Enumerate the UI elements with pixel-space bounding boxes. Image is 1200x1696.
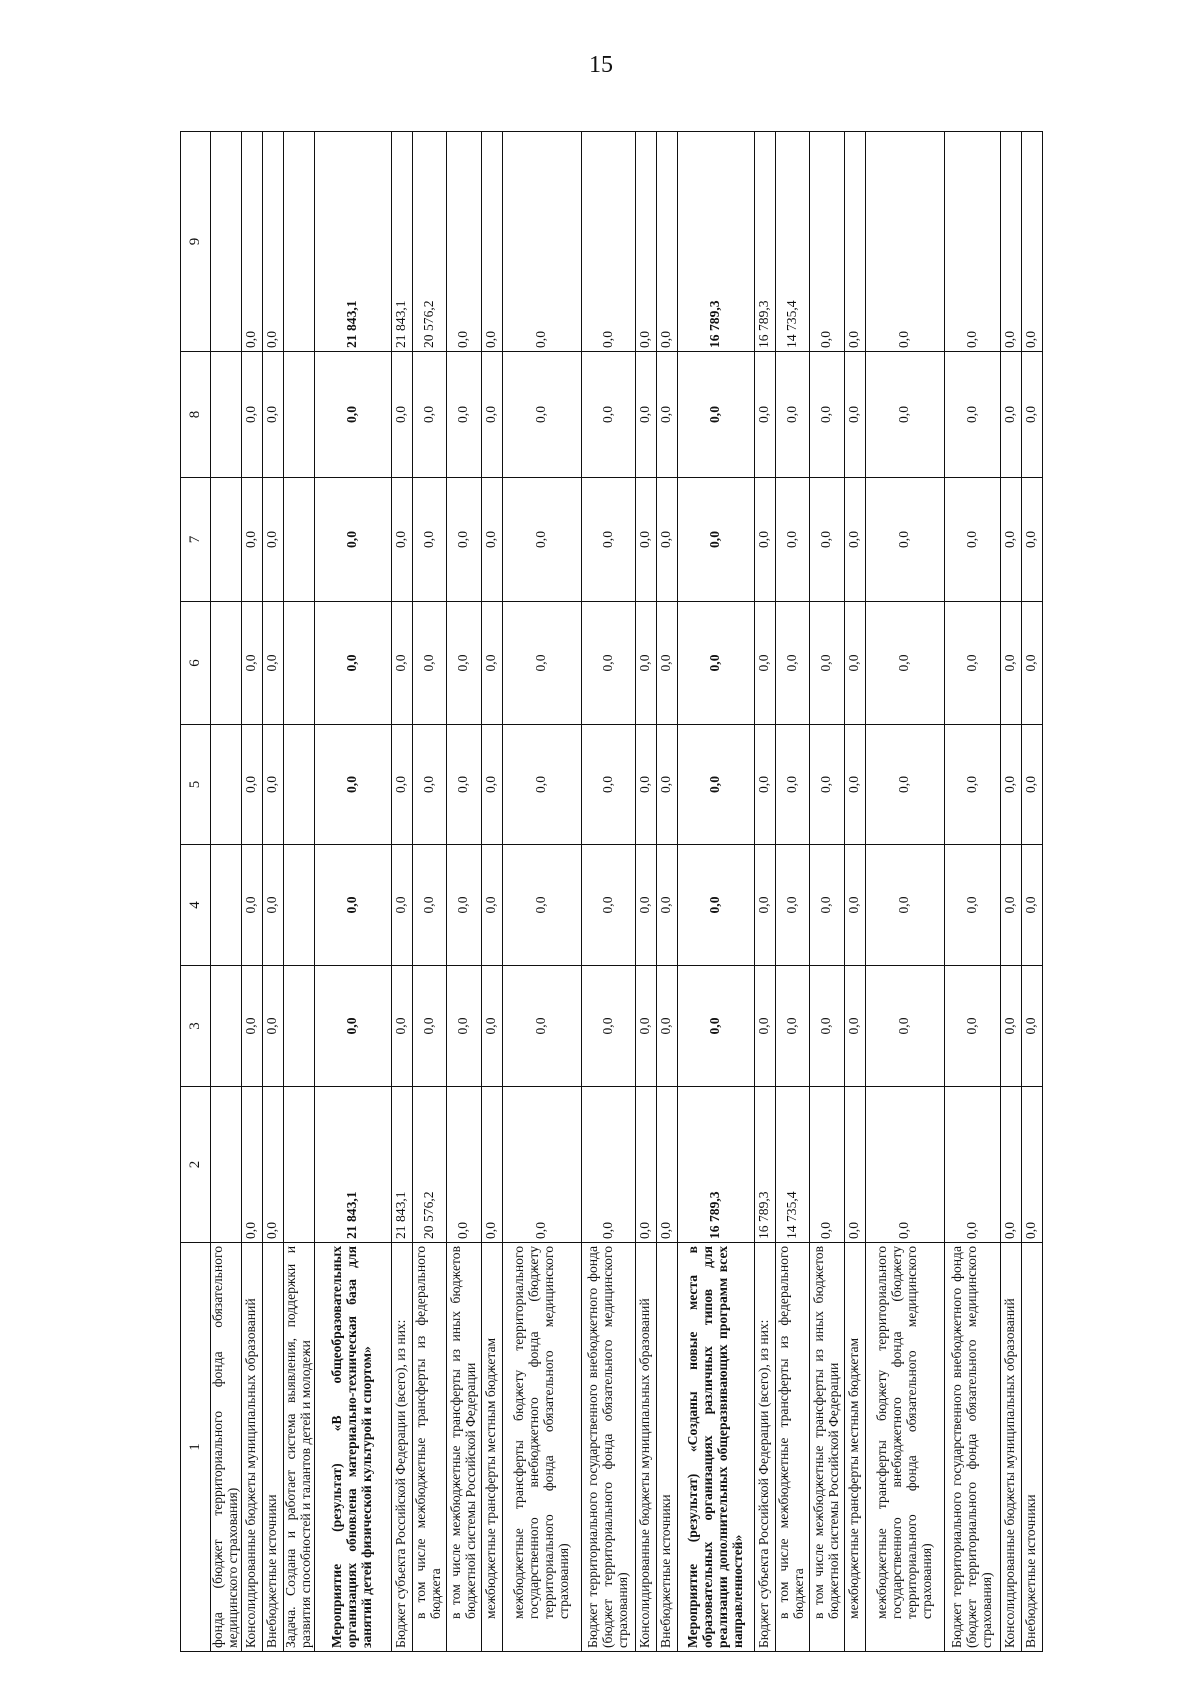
cell-col-8: 0,0 [481,352,502,478]
cell-col-5: 0,0 [1000,725,1021,845]
cell-col-5: 0,0 [656,725,677,845]
cell-col-5: 0,0 [262,725,283,845]
column-header: 1 [181,1243,211,1652]
row-label: Мероприятие (результат) «Созданы новые места в образовательных организациях различных типов для реализации дополнительных общеразвивающих программ всех направленностей» [677,1243,754,1652]
cell-col-6: 0,0 [502,602,581,725]
table-row [412,132,446,1652]
column-header: 5 [181,725,211,845]
cell-col-9: 0,0 [581,132,635,352]
cell-col-3: 0,0 [809,966,844,1087]
table-row [635,132,656,1652]
cell-col-5: 0,0 [809,725,844,845]
cell-col-7: 0,0 [844,478,865,602]
cell-col-9: 0,0 [241,132,262,352]
cell-col-4: 0,0 [944,845,1000,966]
cell-col-3: 0,0 [481,966,502,1087]
cell-col-5: 0,0 [481,725,502,845]
table-body [211,132,1043,1652]
cell-col-8 [283,352,314,478]
cell-col-2: 16 789,3 [754,1087,775,1243]
row-label: Бюджет территориального государственного внебюджетного фонда (бюджет территориального фонда обязательного медицинского страхования) [944,1243,1000,1652]
cell-col-3: 0,0 [412,966,446,1087]
table-row [754,132,775,1652]
cell-col-6: 0,0 [775,602,809,725]
cell-col-5: 0,0 [446,725,481,845]
table-row [809,132,844,1652]
cell-col-5: 0,0 [1021,725,1042,845]
cell-col-6: 0,0 [241,602,262,725]
row-label: межбюджетные трансферты местным бюджетам [844,1243,865,1652]
cell-col-2: 0,0 [241,1087,262,1243]
cell-col-2: 0,0 [1000,1087,1021,1243]
cell-col-5: 0,0 [412,725,446,845]
cell-col-6: 0,0 [677,602,754,725]
cell-col-8: 0,0 [677,352,754,478]
cell-col-9: 0,0 [635,132,656,352]
cell-col-6: 0,0 [391,602,412,725]
cell-col-7: 0,0 [656,478,677,602]
row-label: Внебюджетные источники [656,1243,677,1652]
cell-col-5: 0,0 [677,725,754,845]
column-header: 8 [181,352,211,478]
cell-col-4: 0,0 [865,845,944,966]
cell-col-5 [211,725,242,845]
cell-col-4: 0,0 [844,845,865,966]
cell-col-3: 0,0 [1000,966,1021,1087]
table-row [1021,132,1042,1652]
row-label: в том числе межбюджетные трансферты из иных бюджетов бюджетной системы Российской Федерации [809,1243,844,1652]
cell-col-7 [283,478,314,602]
table-row [865,132,944,1652]
cell-col-6: 0,0 [809,602,844,725]
cell-col-7: 0,0 [502,478,581,602]
cell-col-2: 0,0 [446,1087,481,1243]
cell-col-7 [211,478,242,602]
cell-col-4: 0,0 [1021,845,1042,966]
budget-table [180,131,1043,1652]
cell-col-3 [283,966,314,1087]
cell-col-9: 0,0 [481,132,502,352]
column-header: 2 [181,1087,211,1243]
cell-col-2: 0,0 [809,1087,844,1243]
row-label: Внебюджетные источники [262,1243,283,1652]
cell-col-7: 0,0 [262,478,283,602]
cell-col-6 [211,602,242,725]
row-label: Мероприятие (результат) «В общеобразовательных организациях обновлена материально-техническая база для занятий детей физической культурой и спортом» [314,1243,391,1652]
cell-col-7: 0,0 [677,478,754,602]
cell-col-6: 0,0 [1000,602,1021,725]
cell-col-8: 0,0 [446,352,481,478]
cell-col-6: 0,0 [635,602,656,725]
cell-col-8: 0,0 [1021,352,1042,478]
cell-col-4 [211,845,242,966]
cell-col-6: 0,0 [1021,602,1042,725]
cell-col-9: 0,0 [944,132,1000,352]
row-label: фонда (бюджет территориального фонда обязательного медицинского страхования) [211,1243,242,1652]
row-label: межбюджетные трансферты бюджету территориального государственного внебюджетного фонда (бюджету территориального фонда обязательного медицинского страхования) [865,1243,944,1652]
cell-col-8: 0,0 [944,352,1000,478]
cell-col-6 [283,602,314,725]
column-header: 3 [181,966,211,1087]
row-label: Задача. Создана и работает система выявления, поддержки и развития способностей и талантов детей и молодежи [283,1243,314,1652]
table-row [677,132,754,1652]
cell-col-4: 0,0 [314,845,391,966]
cell-col-3: 0,0 [502,966,581,1087]
row-label: межбюджетные трансферты бюджету территориального государственного внебюджетного фонда (бюджету территориального фонда обязательного медицинского страхования) [502,1243,581,1652]
table-row [262,132,283,1652]
cell-col-7: 0,0 [754,478,775,602]
cell-col-3: 0,0 [944,966,1000,1087]
cell-col-5: 0,0 [844,725,865,845]
cell-col-4: 0,0 [656,845,677,966]
column-header: 9 [181,132,211,352]
cell-col-8 [211,352,242,478]
cell-col-8: 0,0 [1000,352,1021,478]
cell-col-2: 16 789,3 [677,1087,754,1243]
cell-col-6: 0,0 [481,602,502,725]
row-label: Бюджет субъекта Российской Федерации (всего), из них: [754,1243,775,1652]
cell-col-8: 0,0 [844,352,865,478]
cell-col-9: 0,0 [446,132,481,352]
cell-col-2: 0,0 [844,1087,865,1243]
cell-col-3: 0,0 [865,966,944,1087]
cell-col-8: 0,0 [314,352,391,478]
table-row [391,132,412,1652]
cell-col-9: 20 576,2 [412,132,446,352]
cell-col-9: 0,0 [656,132,677,352]
column-header: 7 [181,478,211,602]
cell-col-5: 0,0 [241,725,262,845]
table-row [283,132,314,1652]
cell-col-3: 0,0 [656,966,677,1087]
cell-col-7: 0,0 [635,478,656,602]
cell-col-7: 0,0 [865,478,944,602]
cell-col-8: 0,0 [581,352,635,478]
cell-col-2: 21 843,1 [391,1087,412,1243]
cell-col-3: 0,0 [754,966,775,1087]
cell-col-7: 0,0 [775,478,809,602]
cell-col-9 [283,132,314,352]
cell-col-3: 0,0 [635,966,656,1087]
table-row [844,132,865,1652]
cell-col-4: 0,0 [262,845,283,966]
cell-col-7: 0,0 [446,478,481,602]
header-row [181,132,211,1652]
cell-col-4: 0,0 [391,845,412,966]
cell-col-9: 0,0 [865,132,944,352]
cell-col-7: 0,0 [944,478,1000,602]
cell-col-2: 0,0 [581,1087,635,1243]
cell-col-9 [211,132,242,352]
table-row [314,132,391,1652]
cell-col-2: 21 843,1 [314,1087,391,1243]
cell-col-2: 0,0 [262,1087,283,1243]
cell-col-7: 0,0 [412,478,446,602]
cell-col-9: 0,0 [1000,132,1021,352]
row-label: Консолидированные бюджеты муниципальных образований [241,1243,262,1652]
row-label: Бюджет субъекта Российской Федерации (всего), из них: [391,1243,412,1652]
cell-col-4: 0,0 [481,845,502,966]
table-row [446,132,481,1652]
cell-col-3: 0,0 [314,966,391,1087]
cell-col-5: 0,0 [754,725,775,845]
cell-col-3: 0,0 [677,966,754,1087]
cell-col-7: 0,0 [241,478,262,602]
column-header: 6 [181,602,211,725]
cell-col-3: 0,0 [262,966,283,1087]
cell-col-8: 0,0 [656,352,677,478]
cell-col-8: 0,0 [391,352,412,478]
row-label: Консолидированные бюджеты муниципальных образований [635,1243,656,1652]
cell-col-7: 0,0 [1000,478,1021,602]
column-header: 4 [181,845,211,966]
cell-col-8: 0,0 [412,352,446,478]
row-label: Внебюджетные источники [1021,1243,1042,1652]
cell-col-5: 0,0 [314,725,391,845]
cell-col-6: 0,0 [656,602,677,725]
cell-col-9: 21 843,1 [314,132,391,352]
cell-col-9: 16 789,3 [754,132,775,352]
cell-col-2: 0,0 [865,1087,944,1243]
cell-col-5: 0,0 [865,725,944,845]
row-label: в том числе межбюджетные трансферты из федерального бюджета [775,1243,809,1652]
cell-col-6: 0,0 [446,602,481,725]
cell-col-8: 0,0 [754,352,775,478]
cell-col-3: 0,0 [391,966,412,1087]
cell-col-2: 0,0 [1021,1087,1042,1243]
cell-col-4: 0,0 [446,845,481,966]
cell-col-8: 0,0 [262,352,283,478]
row-label: Бюджет территориального государственного внебюджетного фонда (бюджет территориального фонда обязательного медицинского страхования) [581,1243,635,1652]
cell-col-6: 0,0 [944,602,1000,725]
cell-col-4: 0,0 [1000,845,1021,966]
cell-col-7: 0,0 [581,478,635,602]
cell-col-8: 0,0 [635,352,656,478]
table-row [581,132,635,1652]
cell-col-4: 0,0 [775,845,809,966]
cell-col-8: 0,0 [775,352,809,478]
cell-col-6: 0,0 [412,602,446,725]
cell-col-6: 0,0 [844,602,865,725]
cell-col-5 [283,725,314,845]
cell-col-4: 0,0 [677,845,754,966]
cell-col-3: 0,0 [241,966,262,1087]
cell-col-4: 0,0 [412,845,446,966]
table-row [1000,132,1021,1652]
table-row [241,132,262,1652]
cell-col-5: 0,0 [581,725,635,845]
cell-col-9: 14 735,4 [775,132,809,352]
cell-col-6: 0,0 [754,602,775,725]
cell-col-6: 0,0 [314,602,391,725]
cell-col-8: 0,0 [809,352,844,478]
table-row [211,132,242,1652]
cell-col-9: 16 789,3 [677,132,754,352]
cell-col-7: 0,0 [314,478,391,602]
cell-col-3 [211,966,242,1087]
cell-col-5: 0,0 [502,725,581,845]
cell-col-9: 21 843,1 [391,132,412,352]
table-row [944,132,1000,1652]
cell-col-3: 0,0 [775,966,809,1087]
cell-col-7: 0,0 [391,478,412,602]
cell-col-3: 0,0 [844,966,865,1087]
cell-col-3: 0,0 [581,966,635,1087]
row-label: Консолидированные бюджеты муниципальных образований [1000,1243,1021,1652]
table-row [656,132,677,1652]
cell-col-6: 0,0 [581,602,635,725]
cell-col-3: 0,0 [446,966,481,1087]
table-row [775,132,809,1652]
cell-col-8: 0,0 [502,352,581,478]
cell-col-4: 0,0 [635,845,656,966]
cell-col-4: 0,0 [581,845,635,966]
page-number: 15 [589,52,613,78]
cell-col-5: 0,0 [944,725,1000,845]
cell-col-3: 0,0 [1021,966,1042,1087]
cell-col-9: 0,0 [262,132,283,352]
cell-col-2: 0,0 [481,1087,502,1243]
cell-col-9: 0,0 [502,132,581,352]
cell-col-9: 0,0 [809,132,844,352]
cell-col-5: 0,0 [775,725,809,845]
cell-col-4: 0,0 [502,845,581,966]
cell-col-4: 0,0 [241,845,262,966]
cell-col-8: 0,0 [865,352,944,478]
cell-col-4 [283,845,314,966]
row-label: межбюджетные трансферты местным бюджетам [481,1243,502,1652]
cell-col-9: 0,0 [844,132,865,352]
cell-col-2: 0,0 [635,1087,656,1243]
cell-col-2: 0,0 [656,1087,677,1243]
cell-col-4: 0,0 [754,845,775,966]
rotated-table-container [180,132,1090,1652]
cell-col-7: 0,0 [809,478,844,602]
cell-col-2 [211,1087,242,1243]
cell-col-4: 0,0 [809,845,844,966]
cell-col-8: 0,0 [241,352,262,478]
table-row [502,132,581,1652]
cell-col-2: 20 576,2 [412,1087,446,1243]
cell-col-9: 0,0 [1021,132,1042,352]
row-label: в том числе межбюджетные трансферты из федерального бюджета [412,1243,446,1652]
cell-col-6: 0,0 [865,602,944,725]
cell-col-5: 0,0 [635,725,656,845]
table-row [481,132,502,1652]
cell-col-6: 0,0 [262,602,283,725]
cell-col-5: 0,0 [391,725,412,845]
cell-col-7: 0,0 [481,478,502,602]
cell-col-2: 0,0 [502,1087,581,1243]
cell-col-2: 14 735,4 [775,1087,809,1243]
cell-col-2 [283,1087,314,1243]
row-label: в том числе межбюджетные трансферты из иных бюджетов бюджетной системы Российской Федерации [446,1243,481,1652]
cell-col-2: 0,0 [944,1087,1000,1243]
cell-col-7: 0,0 [1021,478,1042,602]
